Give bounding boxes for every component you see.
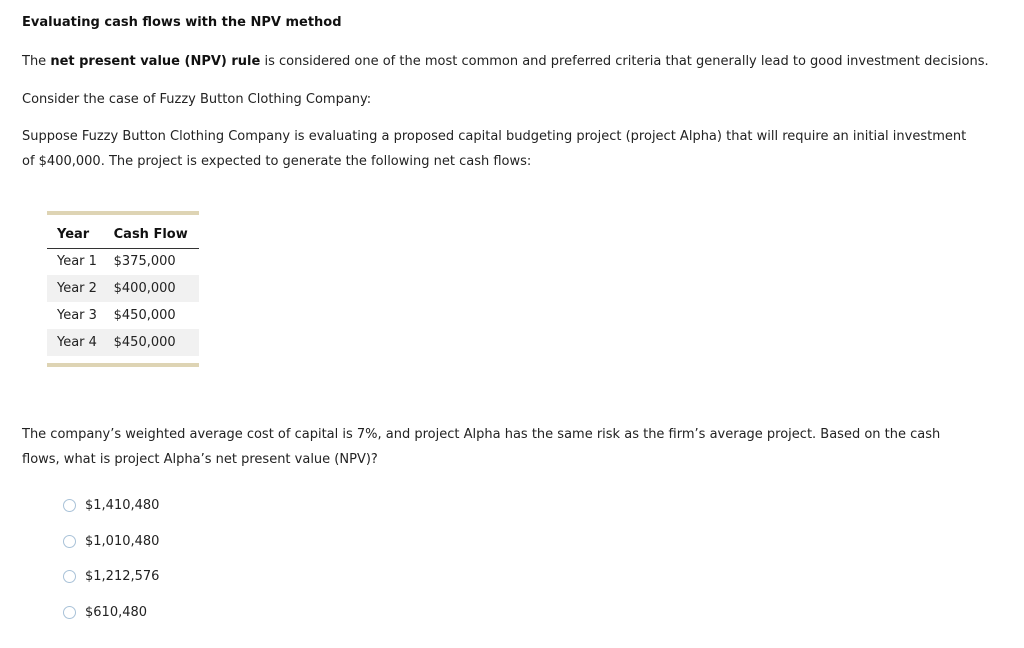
cash-flow-grid bbox=[47, 222, 199, 356]
case-line: Consider the case of Fuzzy Button Clothing Company: bbox=[22, 92, 372, 107]
header-cash-flow: Cash Flow bbox=[104, 222, 199, 248]
cell-cash-flow: $450,000 bbox=[104, 329, 199, 356]
radio-button[interactable] bbox=[63, 535, 76, 548]
cell-cash-flow: $400,000 bbox=[104, 275, 199, 302]
radio-button[interactable] bbox=[63, 499, 76, 512]
answer-option[interactable] bbox=[63, 595, 159, 631]
cell-year: Year 2 bbox=[47, 275, 104, 302]
intro-bold-term: net present value (NPV) rule bbox=[50, 54, 261, 69]
table-header-row bbox=[47, 222, 199, 248]
cell-year: Year 1 bbox=[57, 254, 97, 270]
answer-option-label: $1,010,480 bbox=[85, 533, 160, 549]
scenario-paragraph: Suppose Fuzzy Button Clothing Company is evaluating a proposed capital budgeting project (project Alpha) that will require an initial investment of $400,000. The project is expected to generate the following net cash flows: bbox=[22, 129, 967, 169]
table-row bbox=[47, 275, 199, 302]
page-title: Evaluating cash flows with the NPV method bbox=[22, 15, 342, 30]
answer-option[interactable] bbox=[63, 488, 159, 524]
table-row bbox=[47, 248, 199, 275]
cash-flow-table bbox=[47, 211, 199, 367]
answer-option-label: $1,212,576 bbox=[85, 569, 160, 585]
intro-text-before: The bbox=[22, 54, 51, 69]
table-row bbox=[47, 302, 199, 329]
answer-option-label: $1,410,480 bbox=[85, 498, 160, 514]
question-paragraph: The company’s weighted average cost of capital is 7%, and project Alpha has the same risk as the firm’s average project. Based on the cash flows, what is project Alpha’s net present value (NPV)? bbox=[22, 427, 941, 467]
header-year: Year bbox=[47, 222, 104, 248]
cell-year: Year 4 bbox=[47, 329, 104, 356]
cell-cash-flow: $450,000 bbox=[113, 308, 176, 323]
radio-button[interactable] bbox=[63, 606, 76, 619]
table-bottom-rule bbox=[47, 363, 199, 367]
cell-year: Year 3 bbox=[57, 308, 97, 323]
cell-cash-flow: $375,000 bbox=[113, 254, 176, 270]
radio-button[interactable] bbox=[63, 570, 76, 583]
table-row bbox=[47, 329, 199, 356]
answer-option-label: $610,480 bbox=[85, 604, 148, 620]
answer-options bbox=[63, 488, 159, 630]
table-top-rule bbox=[47, 211, 199, 215]
answer-option[interactable] bbox=[63, 559, 159, 595]
answer-option[interactable] bbox=[63, 524, 159, 560]
intro-text-after: is considered one of the most common and preferred criteria that generally lead to good investment decisions. bbox=[260, 54, 989, 69]
intro-paragraph bbox=[22, 49, 989, 74]
